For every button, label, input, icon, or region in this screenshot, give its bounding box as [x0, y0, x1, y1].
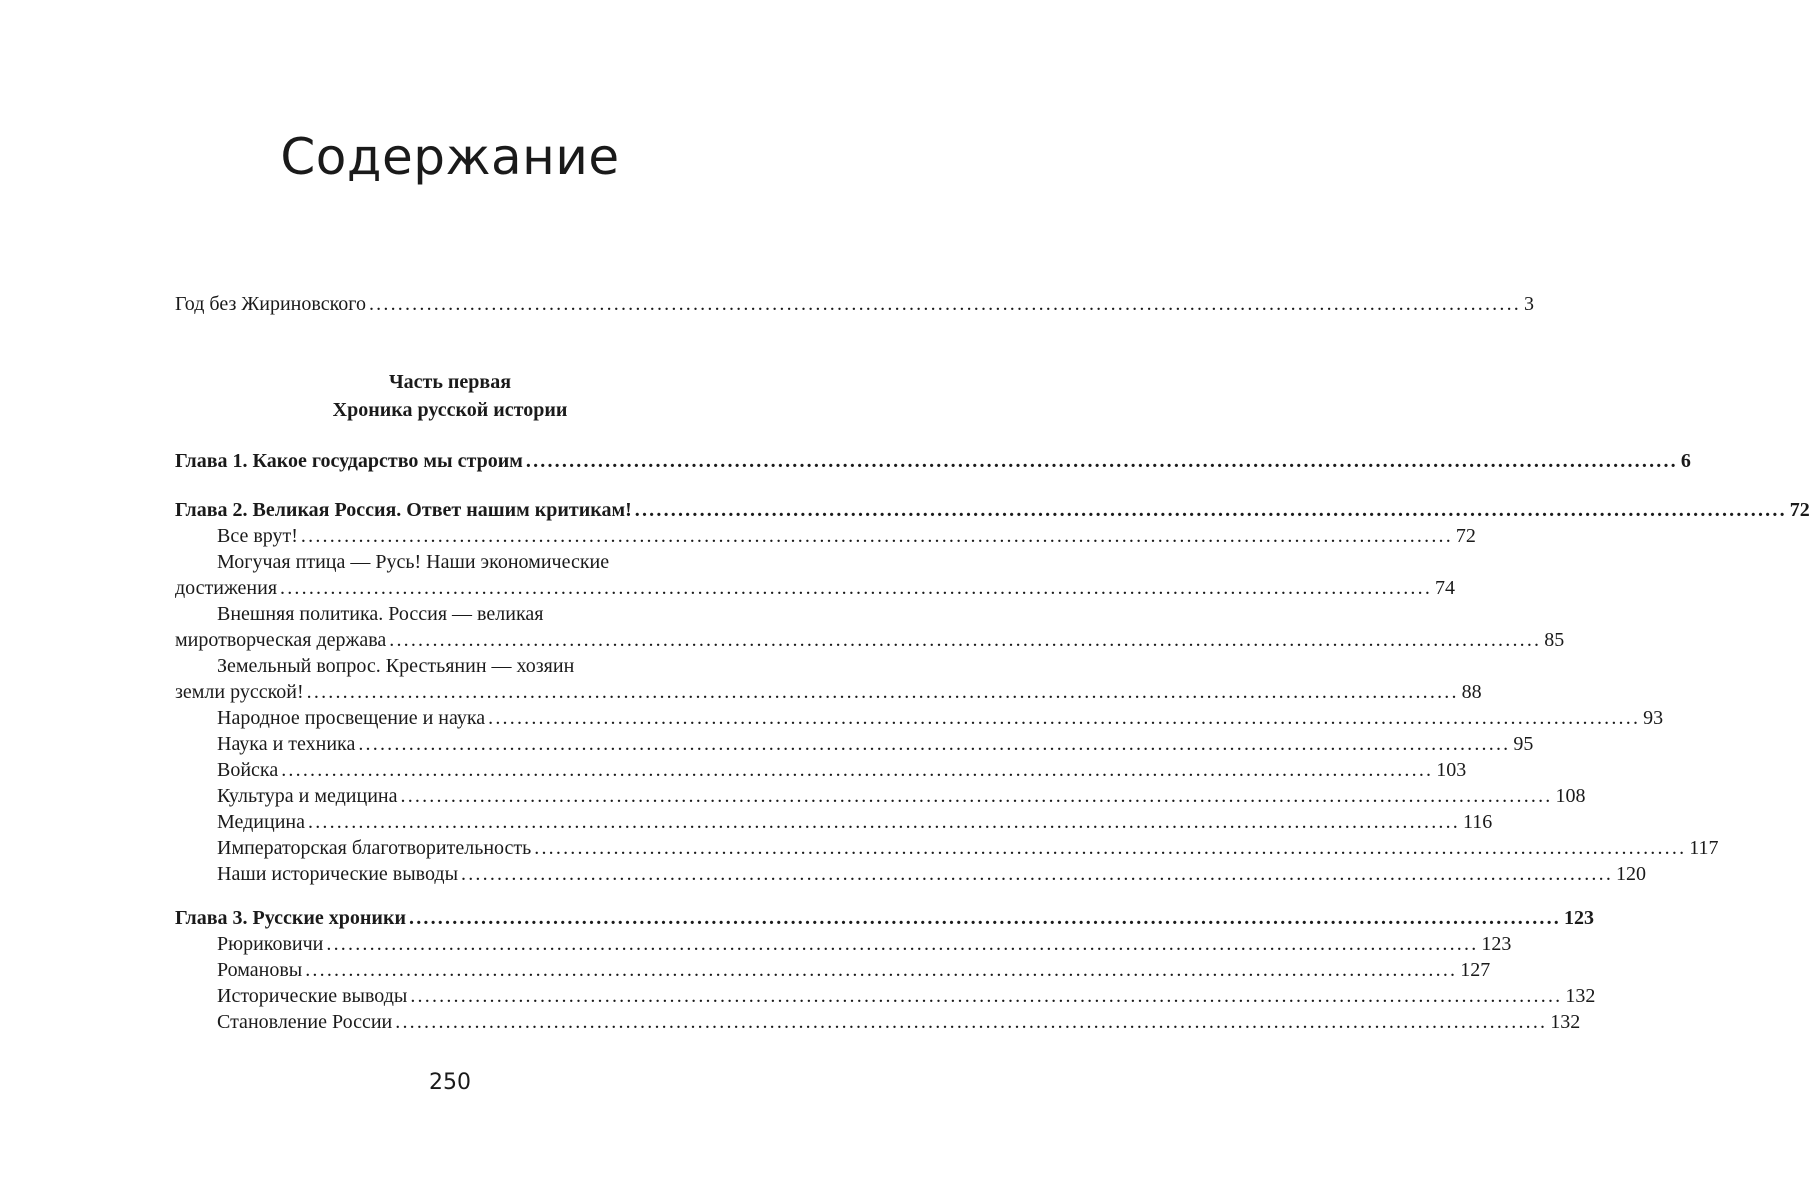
section-entry — [175, 835, 1719, 861]
entry-page: 93 — [1643, 707, 1664, 729]
entry-label: Наши исторические выводы — [217, 863, 459, 885]
entry-page: 85 — [1544, 629, 1565, 651]
entry-page: 108 — [1555, 785, 1586, 807]
section-entry — [175, 523, 1476, 549]
section-entry — [175, 957, 1491, 983]
dot-leader: ................................................................................................................................................................ — [300, 525, 1453, 547]
section-entry-line1: Могучая птица — Русь! Наши экономические — [217, 551, 610, 573]
chapter-entry — [175, 905, 1594, 931]
dot-leader: ................................................................................................................................................................ — [280, 577, 1433, 599]
entry-label: Медицина — [217, 811, 305, 833]
toc-intro — [175, 291, 1534, 317]
entry-page: 95 — [1513, 733, 1534, 755]
entry-label: Наука и техника — [217, 733, 356, 755]
dot-leader: ................................................................................................................................................................ — [410, 985, 1563, 1007]
section-entry-line1: Внешняя политика. Россия — великая — [217, 603, 544, 625]
section-entry — [175, 983, 1596, 1009]
entry-label: достижения — [175, 577, 278, 599]
entry-page: 120 — [1616, 863, 1647, 885]
dot-leader: ................................................................................................................................................................ — [461, 863, 1614, 885]
entry-page: 72 — [1789, 499, 1810, 521]
entry-page: 132 — [1550, 1011, 1581, 1033]
toc-chapter-3 — [175, 905, 1596, 1035]
section-entry — [175, 679, 1482, 705]
chapter-entry — [175, 497, 1810, 523]
entry-label: Глава 1. Какое государство мы строим — [175, 450, 523, 472]
dot-leader: ................................................................................................................................................................ — [306, 681, 1459, 703]
dot-leader: ................................................................................................................................................................ — [409, 907, 1561, 929]
entry-page: 123 — [1481, 933, 1512, 955]
entry-label: миротворческая держава — [175, 629, 387, 651]
entry-label: Исторические выводы — [217, 985, 408, 1007]
section-entry — [175, 731, 1534, 757]
entry-label: Рюриковичи — [217, 933, 324, 955]
entry-page: 88 — [1461, 681, 1482, 703]
toc-entry — [175, 291, 1534, 317]
toc-chapter-2 — [175, 497, 1810, 887]
section-entry — [175, 705, 1664, 731]
dot-leader: ................................................................................................................................................................ — [534, 837, 1687, 859]
chapter-entry — [175, 448, 1691, 474]
dot-leader: ................................................................................................................................................................ — [308, 811, 1460, 833]
entry-label: Глава 2. Великая Россия. Ответ нашим критикам! — [175, 499, 632, 521]
entry-label: Народное просвещение и наука — [217, 707, 486, 729]
part-number: Часть первая — [388, 371, 512, 393]
dot-leader: ................................................................................................................................................................ — [389, 629, 1542, 651]
entry-label: Все врут! — [217, 525, 298, 547]
entry-label: Год без Жириновского — [175, 293, 366, 315]
entry-page: 6 — [1680, 450, 1691, 472]
page-title: Содержание — [280, 128, 620, 186]
section-entry — [175, 757, 1467, 783]
dot-leader: ................................................................................................................................................................ — [305, 959, 1458, 981]
section-entry — [175, 1009, 1581, 1035]
section-entry — [175, 861, 1647, 887]
dot-leader: ................................................................................................................................................................ — [488, 707, 1641, 729]
entry-page: 117 — [1689, 837, 1719, 859]
section-entry-line1: Земельный вопрос. Крестьянин — хозяин — [217, 655, 575, 677]
entry-label: земли русской! — [175, 681, 304, 703]
entry-page: 116 — [1463, 811, 1493, 833]
entry-label: Глава 3. Русские хроники — [175, 907, 406, 929]
entry-label: Войска — [217, 759, 279, 781]
section-entry — [175, 575, 1456, 601]
entry-page: 72 — [1455, 525, 1476, 547]
dot-leader: ................................................................................................................................................................ — [525, 450, 1678, 472]
dot-leader: ................................................................................................................................................................ — [358, 733, 1511, 755]
entry-page: 123 — [1564, 907, 1594, 929]
part-title: Хроника русской истории — [332, 399, 568, 421]
entry-label: Романовы — [217, 959, 303, 981]
entry-label: Культура и медицина — [217, 785, 398, 807]
entry-page: 103 — [1436, 759, 1467, 781]
section-entry — [175, 783, 1586, 809]
dot-leader: ................................................................................................................................................................ — [400, 785, 1553, 807]
dot-leader: ................................................................................................................................................................ — [281, 759, 1434, 781]
entry-label: Становление России — [217, 1011, 393, 1033]
page-number: 250 — [429, 1070, 471, 1095]
dot-leader: ................................................................................................................................................................ — [368, 293, 1521, 315]
entry-label: Императорская благотворительность — [217, 837, 532, 859]
section-entry — [175, 627, 1565, 653]
toc-chapter-1 — [175, 448, 1691, 474]
dot-leader: ................................................................................................................................................................ — [634, 499, 1787, 521]
entry-page: 74 — [1435, 577, 1456, 599]
entry-page: 3 — [1523, 293, 1534, 315]
entry-page: 127 — [1460, 959, 1491, 981]
dot-leader: ................................................................................................................................................................ — [395, 1011, 1548, 1033]
section-entry — [175, 931, 1512, 957]
dot-leader: ................................................................................................................................................................ — [326, 933, 1479, 955]
entry-page: 132 — [1565, 985, 1596, 1007]
section-entry — [175, 809, 1493, 835]
